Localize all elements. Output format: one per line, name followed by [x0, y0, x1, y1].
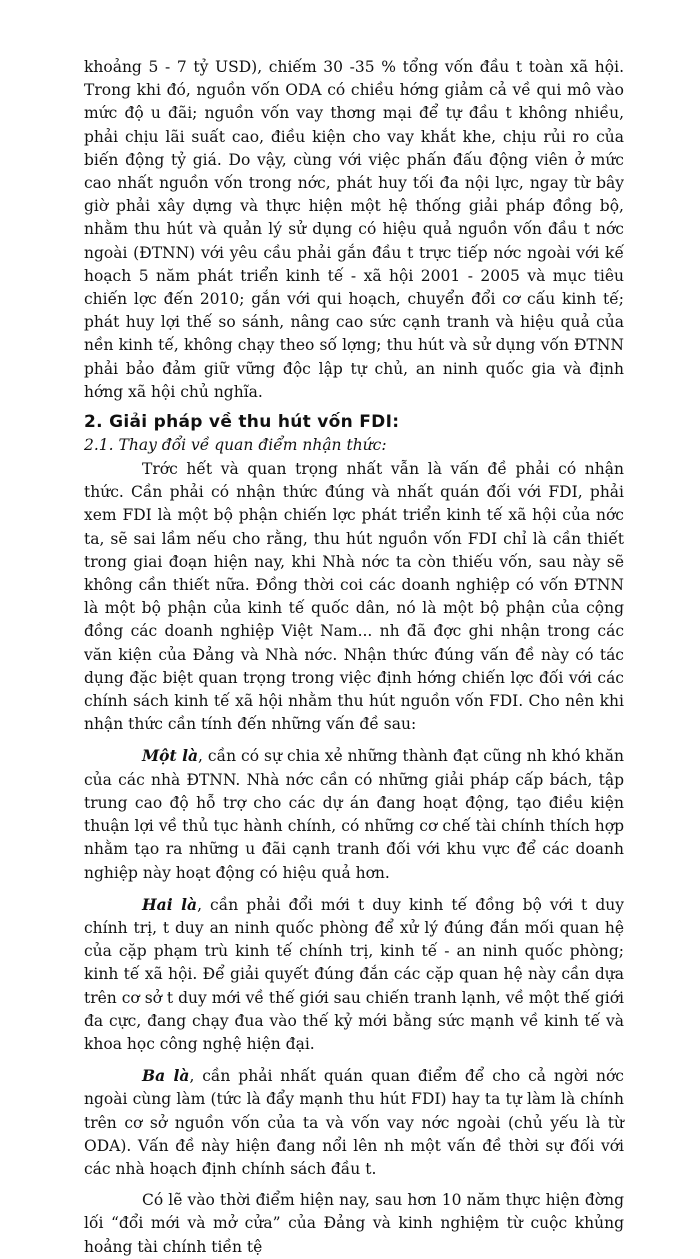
awareness-paragraph: Trớc hết và quan trọng nhất vẫn là vấn đề phải có nhận thức. Cần phải có nhận thức đúng và nhất quán đối với FDI, phải xem FDI là một bộ phận chiến lợc phát triển kinh tế xã hội của nớc ta, sẽ sai lầm nếu cho rằng, thu hút nguồn vốn FDI chỉ là cần thiết trong giai đoạn hiện nay, khi Nhà nớc ta còn thiếu vốn, sau này sẽ không cần thiết nữa. Đồng thời coi các doanh nghiệp có vốn ĐTNN là một bộ phận của kinh tế quốc dân, nó là một bộ phận của cộng đồng các doanh nghiệp Việt Nam... nh đã đợc ghi nhận trong các văn kiện của Đảng và Nhà nớc. Nhận thức đúng vấn đề này có tác dụng đặc biệt quan trọng trong việc định hớng chiến lợc đối với các chính sách kinh tế xã hội nhằm thu hút nguồn vốn FDI. Cho nên khi nhận thức cần tính đến những vấn đề sau: [84, 460, 624, 734]
point-two-paragraph [84, 893, 624, 1056]
subsection-heading: 2.1. Thay đổi về quan điểm nhận thức: [84, 436, 387, 455]
point-three-paragraph [84, 1064, 624, 1181]
point-two-lead: Hai là [142, 894, 198, 914]
point-one-text: , cần có sự chia xẻ những thành đạt cũng nh khó khăn của các nhà ĐTNN. Nhà nớc cần có những giải pháp cấp bách, tập trung cao độ hỗ trợ cho các dự án đang hoạt động, tạo điều kiện thuận lợi về thủ tục hành chính, có những cơ chế tài chính thích hợp nhằm tạo ra những u đãi cạnh tranh đối với khu vực để các doanh nghiệp này hoạt động có hiệu quả hơn. [84, 747, 624, 882]
point-three-text: , cần phải nhất quán quan điểm để cho cả ngời nớc ngoài cùng làm (tức là đẩy mạnh thu hút FDI) hay ta tự làm là chính trên cơ sở nguồn vốn của ta và vốn vay nớc ngoài (chủ yếu là từ ODA). Vấn đề này hiện đang nổi lên nh một vấn đề thời sự đối với các nhà hoạch định chính sách đầu t. [84, 1067, 624, 1178]
point-three-lead: Ba là [142, 1066, 190, 1086]
intro-paragraph: khoảng 5 - 7 tỷ USD), chiếm 30 -35 % tổng vốn đầu t toàn xã hội. Trong khi đó, nguồn vốn ODA có chiều hớng giảm cả về qui mô vào mức độ u đãi; nguồn vốn vay thơng mại để tự đầu t không nhiều, phải chịu lãi suất cao, điều kiện cho vay khắt khe, chịu rủi ro của biến động tỷ giá. Do vậy, cùng với việc phấn đấu động viên ở mức cao nhất nguồn vốn trong nớc, phát huy tối đa nội lực, ngay từ bây giờ phải xây dựng và thực hiện một hệ thống giải pháp đồng bộ, nhằm thu hút và quản lý sử dụng có hiệu quả nguồn vốn đầu t nớc ngoài (ĐTNN) với yêu cầu phải gắn đầu t trực tiếp nớc ngoài với kế hoạch 5 năm phát triển kinh tế - xã hội 2001 - 2005 và mục tiêu chiến lợc đến 2010; gắn với qui hoạch, chuyển đổi cơ cấu kinh tế; phát huy lợi thế so sánh, nâng cao sức cạnh tranh và hiệu quả của nền kinh tế, không chạy theo số lợng; thu hút và sử dụng vốn ĐTNN phải bảo đảm giữ vững độc lập tự chủ, an ninh quốc gia và định hớng xã hội chủ nghĩa. [84, 58, 624, 401]
point-one-lead: Một là [142, 746, 199, 766]
point-one-paragraph [84, 744, 624, 884]
point-two-text: , cần phải đổi mới t duy kinh tế đồng bộ với t duy chính trị, t duy an ninh quốc phòng để xử lý đúng đắn mối quan hệ của cặp phạm trù kinh tế chính trị, kinh tế - an ninh quốc phòng; kinh tế xã hội. Để giải quyết đúng đắn các cặp quan hệ này cần dựa trên cơ sở t duy mới về thế giới sau chiến tranh lạnh, về một thế giới đa cực, đang chạy đua vào thế kỷ mới bằng sức mạnh về kinh tế và khoa học công nghệ hiện đại. [84, 895, 625, 1053]
section-heading: 2. Giải pháp về thu hút vốn FDI: [84, 412, 400, 433]
closing-paragraph: Có lẽ vào thời điểm hiện nay, sau hơn 10 năm thực hiện đờng lối “đổi mới và mở cửa” của Đảng và kinh nghiệm từ cuộc khủng hoảng tài chính tiền tệ [84, 1191, 624, 1256]
